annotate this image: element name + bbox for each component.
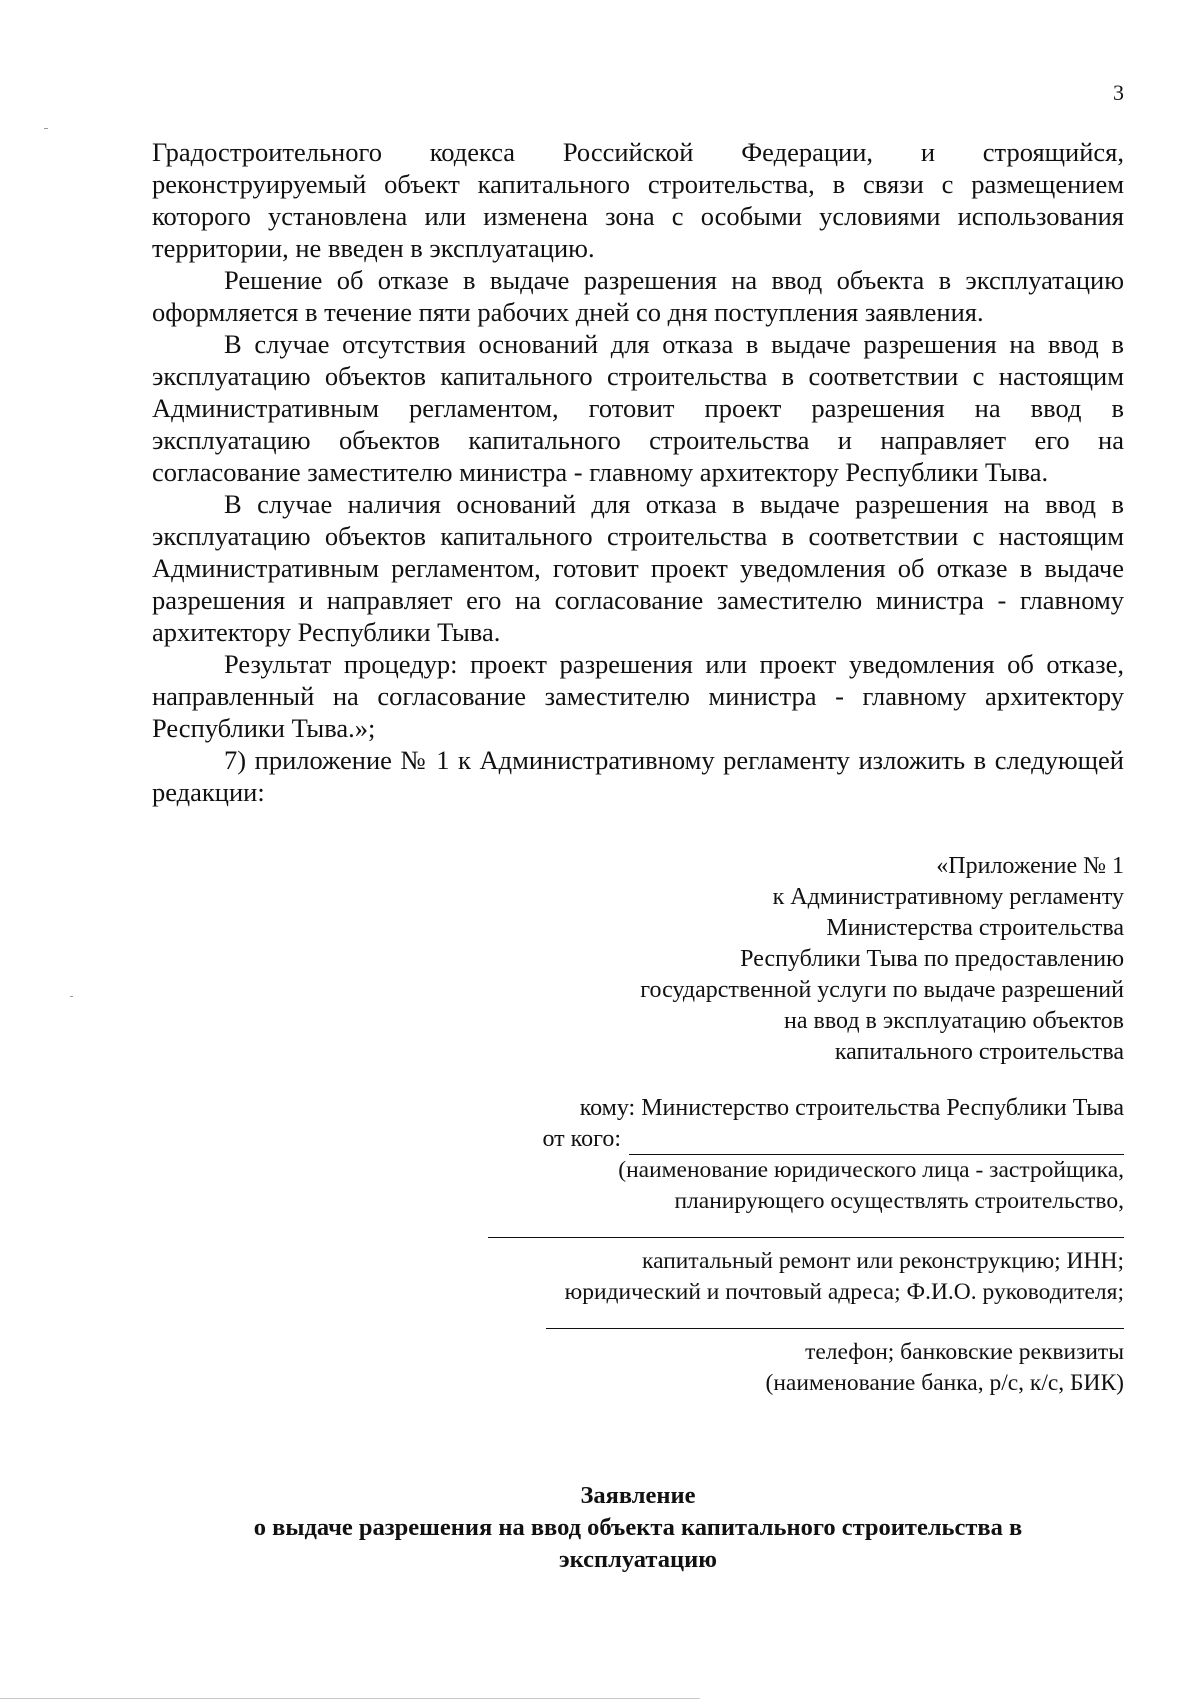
fill-line[interactable] bbox=[488, 1237, 1124, 1238]
statement-title-block bbox=[152, 1480, 1124, 1576]
body-text bbox=[152, 136, 1124, 808]
from-label: от кого: bbox=[542, 1126, 621, 1152]
hint-line: (наименование юридического лица - застройщика, bbox=[618, 1157, 1124, 1183]
to-line: кому: Министерство строительства Республики Тыва bbox=[579, 1095, 1124, 1121]
hint-line: капитальный ремонт или реконструкцию; ИНН; bbox=[642, 1248, 1124, 1274]
hint-line: юридический и почтовый адреса; Ф.И.О. руководителя; bbox=[564, 1279, 1124, 1305]
paragraph-amendment-7: 7) приложение № 1 к Административному регламенту изложить в следующей редакции: bbox=[152, 745, 1124, 807]
page-number: 3 bbox=[1113, 80, 1124, 105]
from-row bbox=[424, 1124, 1124, 1155]
statement-title: Заявление bbox=[580, 1482, 696, 1509]
appendix-line: на ввод в эксплуатацию объектов bbox=[784, 1008, 1124, 1034]
appendix-line: «Приложение № 1 bbox=[936, 853, 1124, 879]
paragraph-result: Результат процедур: проект разрешения или проект уведомления об отказе, направленный на согласование заместителю министра - главному архитектору Республики Тыва.»; bbox=[152, 649, 1124, 743]
appendix-line: Министерства строительства bbox=[826, 915, 1124, 941]
paragraph-grounds-present: В случае наличия оснований для отказа в выдаче разрешения на ввод в эксплуатацию объектов капитального строительства в соответствии с настоящим Административным регламентом, готовит проект уведомления об отказе в выдаче разрешения и направляет его на согласование заместителю министра - главному архитектору Республики Тыва. bbox=[152, 489, 1124, 647]
paragraph-continuation: Градостроительного кодекса Российской Федерации, и строящийся, реконструируемый объект капитального строительства, в связи с размещением которого установлена или изменена зона с особыми условиями использования территории, не введен в эксплуатацию. bbox=[152, 137, 1124, 263]
hint-line: (наименование банка, р/с, к/с, БИК) bbox=[765, 1370, 1124, 1396]
fill-line[interactable] bbox=[546, 1328, 1124, 1329]
appendix-header bbox=[484, 851, 1124, 1068]
hint-line: телефон; банковские реквизиты bbox=[805, 1339, 1124, 1365]
from-fill-line[interactable] bbox=[629, 1130, 1124, 1155]
addressee-block bbox=[424, 1093, 1124, 1399]
paragraph-no-grounds: В случае отсутствия оснований для отказа в выдаче разрешения на ввод в эксплуатацию объектов капитального строительства в соответствии с настоящим Административным регламентом, готовит проект разрешения на ввод в эксплуатацию объектов капитального строительства и направляет его на согласование заместителю министра - главному архитектору Республики Тыва. bbox=[152, 329, 1124, 487]
statement-subtitle: о выдаче разрешения на ввод объекта капитального строительства в bbox=[253, 1514, 1023, 1541]
scan-edge-line bbox=[0, 1698, 700, 1699]
hint-line: планирующего осуществлять строительство, bbox=[674, 1188, 1124, 1214]
appendix-line: Республики Тыва по предоставлению bbox=[740, 946, 1124, 972]
scan-speck bbox=[44, 128, 48, 129]
statement-subtitle: эксплуатацию bbox=[559, 1546, 717, 1573]
scan-speck bbox=[70, 996, 73, 997]
appendix-line: капитального строительства bbox=[834, 1039, 1124, 1065]
paragraph-refusal-decision: Решение об отказе в выдаче разрешения на ввод объекта в эксплуатацию оформляется в течение пяти рабочих дней со дня поступления заявления. bbox=[152, 265, 1124, 327]
appendix-line: государственной услуги по выдаче разрешений bbox=[640, 977, 1124, 1003]
appendix-line: к Административному регламенту bbox=[772, 884, 1124, 910]
